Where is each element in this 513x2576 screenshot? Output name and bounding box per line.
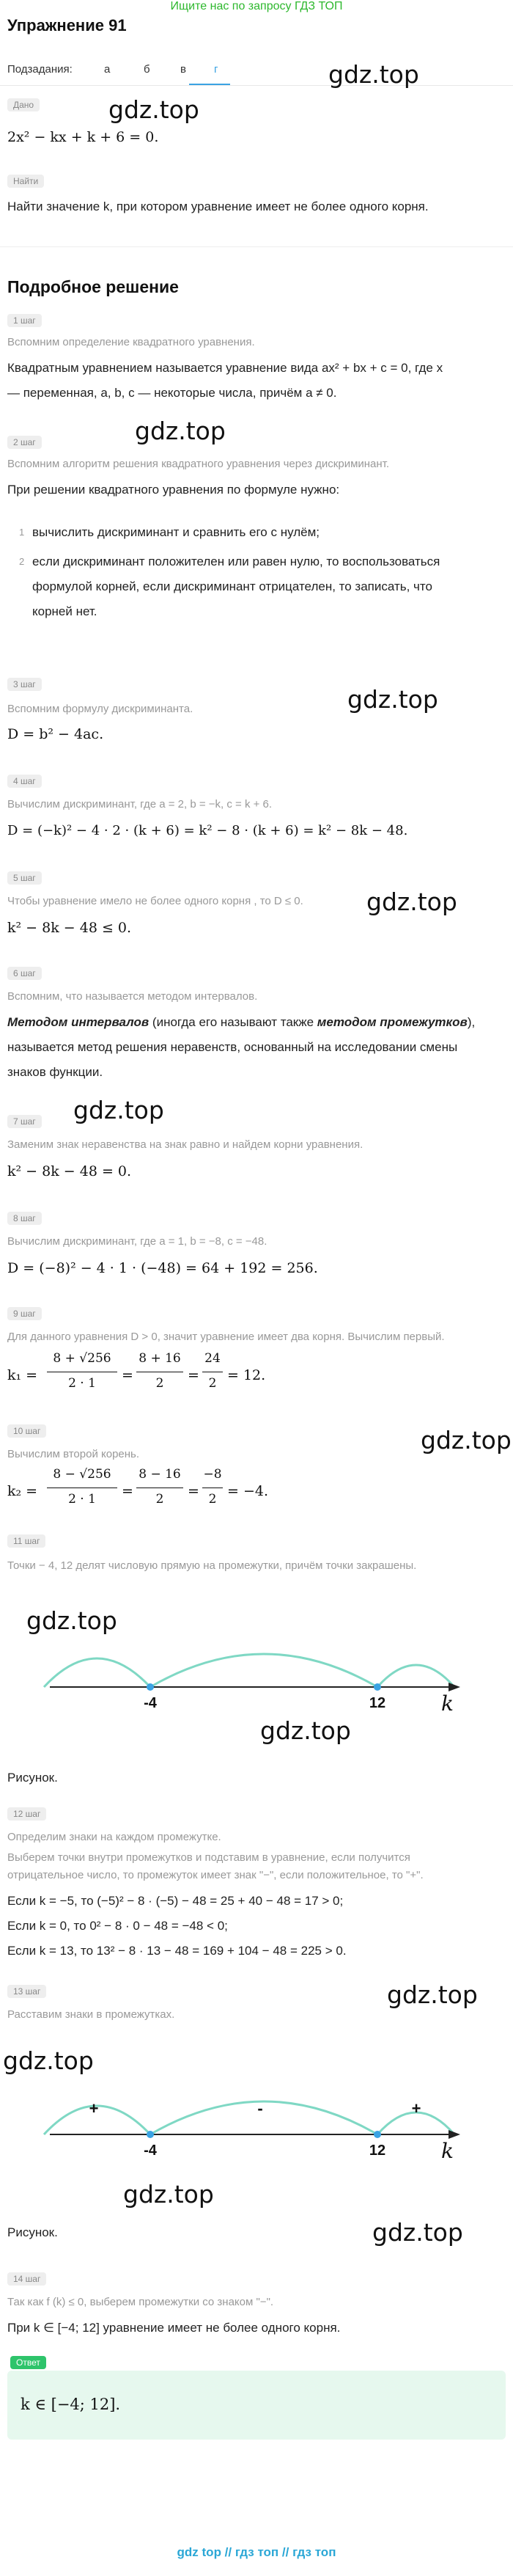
watermark: gdz.top — [123, 2180, 214, 2209]
formula-label: k₂ = — [7, 1483, 38, 1499]
watermark: gdz.top — [421, 1426, 512, 1455]
watermark: gdz.top — [108, 95, 199, 124]
step-hint: Вспомним алгоритм решения квадратного уравнения через дискриминант. — [7, 458, 390, 470]
equals: = — [122, 1367, 133, 1383]
point-12 — [374, 2131, 381, 2138]
tab-a[interactable]: а — [104, 63, 111, 76]
text-part: (иногда его называют также — [149, 1015, 317, 1029]
given-equation: 2x² − kx + k + 6 = 0. — [7, 129, 159, 145]
step-text: — переменная, a, b, c — некоторые числа, причём a ≠ 0. — [7, 386, 337, 400]
watermark: gdz.top — [26, 1606, 117, 1635]
term: методом промежутков — [317, 1015, 468, 1029]
denominator: 2 — [208, 1492, 217, 1507]
step-hint: Заменим знак неравенства на знак равно и найдем корни уравнения. — [7, 1138, 363, 1151]
find-badge: Найти — [7, 175, 44, 188]
watermark: gdz.top — [366, 888, 457, 916]
numerator: 8 − √256 — [53, 1467, 111, 1482]
step-text: При решении квадратного уравнения по формуле нужно: — [7, 483, 340, 497]
list-number: 1 — [19, 527, 25, 538]
tab-b[interactable]: б — [144, 63, 150, 76]
formula: D = (−k)² − 4 · 2 · (k + 6) = k² − 8 · (k + 6) = k² − 8k − 48. — [7, 823, 408, 838]
step-hint: Вспомним формулу дискриминанта. — [7, 703, 193, 715]
numerator: 24 — [204, 1351, 221, 1366]
denominator: 2 · 1 — [68, 1492, 96, 1507]
interval-arc — [150, 1654, 377, 1687]
step-badge: 14 шаг — [7, 2272, 46, 2286]
sign-label: + — [411, 2099, 421, 2118]
watermark: gdz.top — [347, 685, 438, 714]
denominator: 2 — [208, 1376, 217, 1391]
step-text: знаков функции. — [7, 1065, 103, 1079]
watermark: gdz.top — [3, 2046, 94, 2075]
point-minus-4 — [147, 2131, 154, 2138]
step-badge: 10 шаг — [7, 1424, 46, 1438]
step-hint: Чтобы уравнение имело не более одного корня , то D ≤ 0. — [7, 895, 303, 907]
formula-label: k₁ = — [7, 1367, 38, 1383]
step-hint: Вспомним определение квадратного уравнения. — [7, 336, 255, 348]
step-badge: 12 шаг — [7, 1807, 46, 1821]
axis-arrow — [449, 1683, 460, 1691]
step-badge: 9 шаг — [7, 1307, 42, 1320]
sign-label: + — [89, 2099, 99, 2118]
answer-badge: Ответ — [10, 2356, 46, 2369]
step-hint: Выберем точки внутри промежутков и подставим в уравнение, если получится — [7, 1851, 410, 1864]
term: Методом интервалов — [7, 1015, 150, 1029]
step-hint: Определим знаки на каждом промежутке. — [7, 1831, 221, 1843]
figure-caption: Рисунок. — [7, 1771, 58, 1785]
page-title: Упражнение 91 — [7, 16, 127, 34]
sign-check: Если k = −5, то (−5)² − 8 · (−5) − 48 = 25 + 40 − 48 = 17 > 0; — [7, 1894, 344, 1908]
step-badge: 5 шаг — [7, 871, 42, 885]
step-text: Квадратным уравнением называется уравнение вида ax² + bx + c = 0, где x — [7, 361, 443, 375]
step-badge: 7 шаг — [7, 1115, 42, 1128]
section-divider — [0, 246, 513, 247]
axis-variable: k — [441, 1691, 454, 1716]
step-hint: Расставим знаки в промежутках. — [7, 2008, 175, 2021]
step-text — [7, 1015, 475, 1030]
given-badge: Дано — [7, 98, 40, 111]
watermark: gdz.top — [260, 1716, 351, 1745]
interval-arc — [44, 1658, 150, 1687]
interval-arc — [377, 1665, 454, 1687]
numerator: 8 + √256 — [53, 1351, 111, 1366]
step-badge: 6 шаг — [7, 967, 42, 980]
point-minus-4 — [147, 1683, 154, 1691]
step-text: называется метод решения неравенств, основанный на исследовании смены — [7, 1040, 458, 1054]
watermark: gdz.top — [135, 417, 226, 445]
number-line-figure-1 — [0, 1628, 513, 1716]
number-line-figure-2 — [0, 2076, 513, 2164]
sign-check: Если k = 0, то 0² − 8 · 0 − 48 = −48 < 0; — [7, 1919, 228, 1933]
step-hint: Так как f (k) ≤ 0, выберем промежутки со знаком "−". — [7, 2296, 274, 2308]
step-badge: 13 шаг — [7, 1985, 46, 1998]
equals: = — [188, 1483, 199, 1499]
text-part: ), — [467, 1015, 476, 1029]
list-item: корней нет. — [32, 604, 97, 618]
figure-caption: Рисунок. — [7, 2225, 58, 2239]
interval-arc — [150, 2101, 377, 2134]
list-item: вычислить дискриминант и сравнить его с нулём; — [32, 525, 320, 539]
step-hint: Вычислим дискриминант, где a = 2, b = −k, c = k + 6. — [7, 798, 273, 811]
step-text: При k ∈ [−4; 12] уравнение имеет не более одного корня. — [7, 2321, 341, 2335]
tabs-divider — [0, 85, 513, 86]
find-text: Найти значение k, при котором уравнение имеет не более одного корня. — [7, 200, 429, 213]
step-hint: Точки − 4, 12 делят числовую прямую на промежутки, причём точки закрашены. — [7, 1559, 417, 1572]
sign-label: - — [257, 2099, 263, 2118]
list-item: если дискриминант положителен или равен нулю, то воспользоваться — [32, 555, 440, 568]
step-hint: Вычислим второй корень. — [7, 1448, 140, 1460]
numerator: −8 — [203, 1467, 222, 1482]
list-item: формулой корней, если дискриминант отрицателен, то записать, что — [32, 579, 432, 593]
step-hint: отрицательное число, то промежуток имеет знак "−", если положительное, то "+". — [7, 1869, 424, 1881]
result: = −4. — [227, 1483, 269, 1499]
footer-links[interactable]: gdz top // гдз топ // гдз топ — [177, 2545, 336, 2559]
tab-g[interactable]: г — [214, 63, 218, 76]
answer-value: k ∈ [−4; 12]. — [21, 2396, 121, 2413]
denominator: 2 — [155, 1376, 164, 1391]
denominator: 2 — [155, 1492, 164, 1507]
step-hint: Для данного уравнения D > 0, значит уравнение имеет два корня. Вычислим первый. — [7, 1331, 445, 1343]
promo-link[interactable]: Ищите нас по запросу ГДЗ ТОП — [170, 0, 343, 12]
formula: D = b² − 4ac. — [7, 726, 104, 742]
subtasks-label: Подзадания: — [7, 63, 73, 76]
step-badge: 3 шаг — [7, 678, 42, 691]
step-badge: 1 шаг — [7, 314, 42, 327]
step-badge: 8 шаг — [7, 1212, 42, 1225]
result: = 12. — [227, 1367, 266, 1383]
equals: = — [188, 1367, 199, 1383]
tick-label: 12 — [369, 1695, 386, 1711]
axis-arrow — [449, 2130, 460, 2139]
tick-label: 12 — [369, 2143, 386, 2159]
numerator: 8 + 16 — [139, 1351, 181, 1366]
watermark: gdz.top — [73, 1096, 164, 1124]
watermark: gdz.top — [372, 2218, 463, 2247]
denominator: 2 · 1 — [68, 1376, 96, 1391]
tick-label: -4 — [144, 1695, 157, 1711]
formula: D = (−8)² − 4 · 1 · (−48) = 64 + 192 = 256. — [7, 1260, 318, 1276]
solution-title: Подробное решение — [7, 277, 179, 296]
step-badge: 4 шаг — [7, 775, 42, 788]
watermark: gdz.top — [328, 60, 419, 89]
list-number: 2 — [19, 556, 25, 567]
point-12 — [374, 1683, 381, 1691]
formula: k² − 8k − 48 = 0. — [7, 1163, 132, 1179]
tick-label: -4 — [144, 2143, 157, 2159]
formula: k² − 8k − 48 ≤ 0. — [7, 920, 132, 936]
tab-v[interactable]: в — [180, 63, 186, 76]
step-badge: 11 шаг — [7, 1534, 45, 1548]
step-badge: 2 шаг — [7, 436, 42, 449]
step-hint: Вычислим дискриминант, где a = 1, b = −8, c = −48. — [7, 1235, 267, 1248]
axis-variable: k — [441, 2139, 454, 2163]
sign-check: Если k = 13, то 13² − 8 · 13 − 48 = 169 + 104 − 48 = 225 > 0. — [7, 1944, 347, 1958]
watermark: gdz.top — [387, 1980, 478, 2009]
step-hint: Вспомним, что называется методом интервалов. — [7, 990, 258, 1003]
equals: = — [122, 1483, 133, 1499]
numerator: 8 − 16 — [139, 1467, 181, 1482]
